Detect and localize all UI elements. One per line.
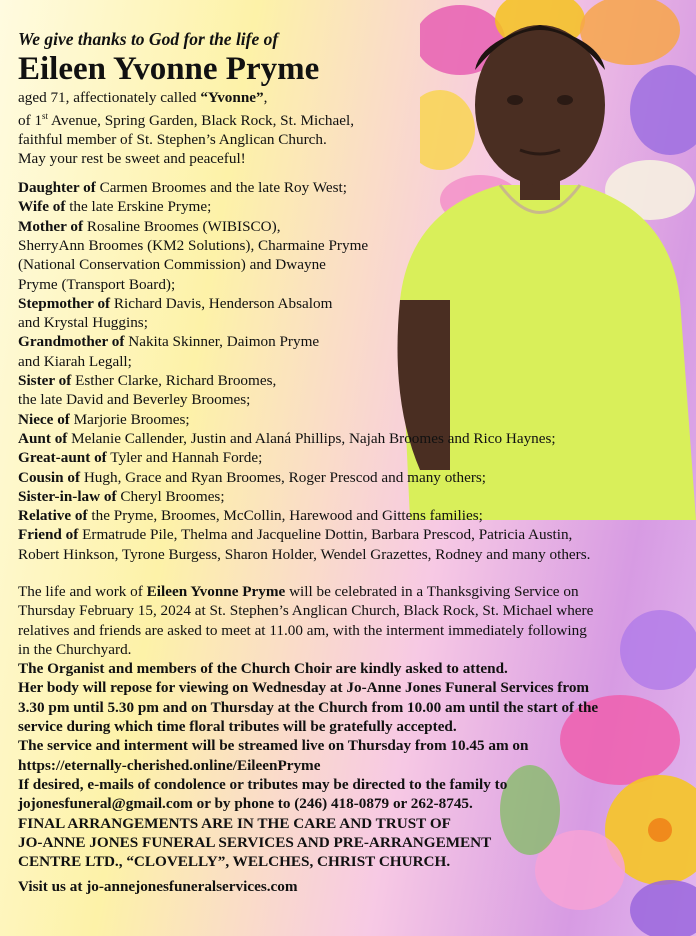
notice-line: If desired, e-mails of condolence or tributes may be directed to the family to	[18, 775, 508, 793]
obituary-content	[18, 28, 678, 897]
relation-names: the Pryme, Broomes, McCollin, Harewood and Gittens families;	[87, 507, 483, 525]
deceased-name: Eileen Yvonne Pryme	[18, 51, 320, 87]
relation-names: Nakita Skinner, Daimon Pryme	[124, 333, 320, 351]
relation-label: Grandmother of	[18, 333, 125, 351]
address-line: of 1st Avenue, Spring Garden, Black Rock, St. Michael,	[18, 111, 354, 130]
family-entry-line	[18, 332, 678, 351]
service-details	[18, 582, 678, 871]
family-entry-line	[18, 178, 678, 197]
family-entry-line	[18, 236, 678, 255]
relation-names: Robert Hinkson, Tyrone Burgess, Sharon Holder, Wendel Grazettes, Rodney and many others.	[18, 545, 591, 563]
relation-label: Cousin of	[18, 468, 81, 486]
service-text-line: in the Churchyard.	[18, 640, 132, 658]
notice-line: service during which time floral tributes will be gratefully accepted.	[18, 718, 457, 736]
relation-names: SherryAnn Broomes (KM2 Solutions), Charmaine Pryme	[18, 236, 369, 254]
family-entry-line	[18, 275, 678, 294]
notice-line: Her body will repose for viewing on Wednesday at Jo-Anne Jones Funeral Services from	[18, 679, 590, 697]
family-entry-line	[18, 371, 678, 390]
family-entry-line	[18, 525, 678, 544]
family-entry-line	[18, 429, 678, 448]
family-entry-line	[18, 255, 678, 274]
relation-label: Aunt of	[18, 429, 68, 447]
relation-label: Great-aunt of	[18, 449, 107, 467]
service-text-line: Thursday February 15, 2024 at St. Stephen’s Anglican Church, Black Rock, St. Michael where	[18, 602, 594, 620]
family-entry-line	[18, 545, 678, 564]
relation-label: Daughter of	[18, 179, 96, 197]
relation-names: Melanie Callender, Justin and Alaná Phillips, Najah Broomes and Rico Haynes;	[67, 429, 556, 447]
arrangement-notes	[18, 659, 678, 813]
family-entry-line	[18, 352, 678, 371]
relation-names: Tyler and Hannah Forde;	[106, 449, 263, 467]
header-details	[18, 88, 678, 168]
arrangement-line: JO-ANNE JONES FUNERAL SERVICES AND PRE-ARRANGEMENT	[18, 833, 492, 851]
notice-line: 3.30 pm until 5.30 pm and on Thursday at the Church from 10.00 am until the start of the	[18, 698, 599, 716]
relation-names: Richard Davis, Henderson Absalom	[110, 294, 333, 312]
notice-line: The service and interment will be streamed live on Thursday from 10.45 am on	[18, 737, 529, 755]
relation-label: Mother of	[18, 217, 84, 235]
family-entry-line	[18, 487, 678, 506]
family-entry-line	[18, 468, 678, 487]
relation-names: Cheryl Broomes;	[116, 487, 225, 505]
arrangement-line: FINAL ARRANGEMENTS ARE IN THE CARE AND TRUST OF	[18, 814, 451, 832]
relation-names: Rosaline Broomes (WIBISCO),	[83, 217, 281, 235]
relation-names: (National Conservation Commission) and Dwayne	[18, 256, 326, 274]
arrangement-line: CENTRE LTD., “CLOVELLY”, WELCHES, CHRIST CHURCH.	[18, 853, 451, 871]
relation-label: Friend of	[18, 526, 79, 544]
website-line: Visit us at jo-annejonesfuneralservices.com	[18, 878, 298, 896]
church-line: faithful member of St. Stephen’s Anglican Church.	[18, 131, 327, 149]
family-entry-line	[18, 410, 678, 429]
family-entry-line	[18, 390, 678, 409]
relation-names: and Kiarah Legall;	[18, 352, 132, 370]
notice-line: The Organist and members of the Church Choir are kindly asked to attend.	[18, 660, 508, 678]
notice-line: jojonesfuneral@gmail.com or by phone to (246) 418-0879 or 262-8745.	[18, 795, 473, 813]
relation-label: Stepmother of	[18, 294, 111, 312]
relation-label: Sister-in-law of	[18, 487, 117, 505]
family-entry-line	[18, 448, 678, 467]
notice-line: https://eternally-cherished.online/EileenPryme	[18, 756, 321, 774]
relation-names: the late Erskine Pryme;	[65, 198, 212, 216]
family-entry-line	[18, 294, 678, 313]
family-entry-line	[18, 506, 678, 525]
relation-label: Wife of	[18, 198, 66, 216]
relation-names: Ermatrude Pile, Thelma and Jacqueline Dottin, Barbara Prescod, Patricia Austin,	[78, 526, 573, 544]
service-paragraph	[18, 601, 678, 659]
service-text-line: relatives and friends are asked to meet at 11.00 am, with the interment immediately following	[18, 621, 587, 639]
age-line: aged 71, affectionately called “Yvonne”,	[18, 89, 268, 106]
relation-label: Sister of	[18, 372, 72, 390]
family-list	[18, 178, 678, 564]
relation-names: Carmen Broomes and the late Roy West;	[95, 179, 347, 197]
relation-names: Marjorie Broomes;	[69, 410, 190, 428]
relation-names: the late David and Beverley Broomes;	[18, 391, 251, 409]
relation-names: and Krystal Huggins;	[18, 314, 148, 332]
relation-label: Relative of	[18, 507, 88, 525]
blessing-line: May your rest be sweet and peaceful!	[18, 150, 246, 168]
relation-label: Niece of	[18, 410, 70, 428]
family-entry-line	[18, 217, 678, 236]
final-arrangements	[18, 814, 678, 872]
family-entry-line	[18, 197, 678, 216]
service-line: The life and work of Eileen Yvonne Pryme will be celebrated in a Thanksgiving Service on	[18, 583, 579, 600]
relation-names: Pryme (Transport Board);	[18, 275, 176, 293]
relation-names: Hugh, Grace and Ryan Broomes, Roger Prescod and many others;	[80, 468, 487, 486]
relation-names: Esther Clarke, Richard Broomes,	[71, 372, 277, 390]
family-entry-line	[18, 313, 678, 332]
intro-line: We give thanks to God for the life of	[18, 29, 279, 49]
